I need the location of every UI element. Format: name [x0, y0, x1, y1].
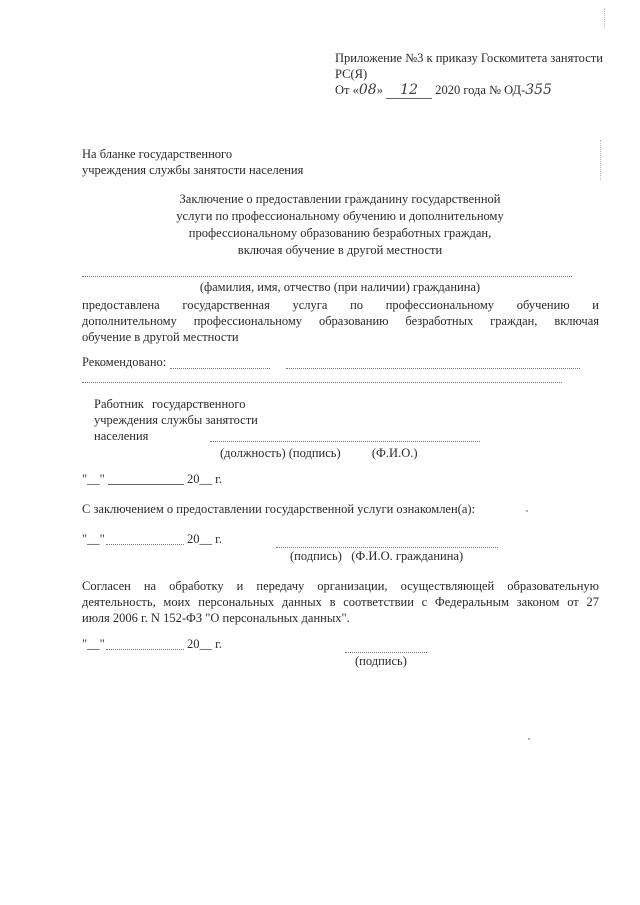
title-line3: профессиональному образованию безработных граждан, — [188, 226, 492, 240]
worker-line2: учреждения службы занятости — [94, 413, 258, 427]
scan-edge-mark — [604, 8, 606, 28]
header-quote-close: » — [376, 83, 383, 97]
date1-year-prefix: 20 — [187, 472, 200, 486]
consent-line3: июля 2006 г. N 152-ФЗ "О персональных данных". — [82, 611, 350, 625]
date1-month-line — [108, 484, 184, 485]
scan-speck — [528, 738, 530, 740]
consent-date-month-line — [106, 649, 184, 650]
worker-line3: населения — [94, 429, 149, 443]
signature-caption: (подпись) — [355, 654, 407, 668]
date1-year-suffix: __ г. — [199, 472, 222, 486]
provided-line3: обучение в другой местности — [82, 330, 239, 344]
header-line1: Приложение №3 к приказу Госкомитета занятости — [335, 51, 603, 65]
provided-line2: дополнительному профессиональному образованию безработных граждан, включая — [82, 314, 599, 328]
fio-caption: (фамилия, имя, отчество (при наличии) гражданина) — [199, 280, 481, 294]
header-month-field — [386, 82, 432, 99]
date1-quote: "__" — [82, 472, 105, 486]
acq-date-month-line — [106, 544, 184, 545]
scan-edge-mark — [600, 140, 602, 180]
recommended-field-line-2 — [82, 382, 562, 383]
header-line2: РС(Я) — [335, 67, 368, 81]
blank-line2: учреждения службы занятости населения — [82, 163, 304, 177]
worker-caption: (должность) (подпись) (Ф.И.О.) — [220, 446, 418, 460]
header-order-line — [335, 82, 552, 99]
header-number-handwritten: 355 — [525, 82, 552, 98]
acq-date-quote: "__" — [82, 532, 105, 546]
scan-speck — [526, 510, 528, 512]
header-from-prefix: От « — [335, 83, 359, 97]
header-year-part: 2020 года № ОД- — [435, 83, 526, 97]
title-line2: услуги по профессиональному обучению и дополнительному — [176, 209, 504, 223]
consent-date-quote: "__" — [82, 637, 105, 651]
recommended-field-line-a — [170, 368, 270, 369]
fio-field-line — [82, 276, 572, 277]
worker-signature-line — [210, 441, 480, 442]
consent-line1: Согласен на обработку и передачу организации, осуществляющей образовательную — [82, 579, 599, 593]
consent-line2: деятельность, моих персональных данных в соответствии с Федеральным законом от 27 — [82, 595, 599, 609]
recommended-field-line-b — [286, 368, 580, 369]
recommended-label: Рекомендовано: — [82, 355, 167, 369]
acq-caption: (подпись) (Ф.И.О. гражданина) — [290, 549, 464, 563]
consent-date-year: 20__ г. — [187, 637, 222, 651]
acquainted-text: С заключением о предоставлении государственной услуги ознакомлен(а): — [82, 502, 476, 516]
title-line1: Заключение о предоставлении гражданину государственной — [179, 192, 501, 206]
provided-line1: предоставлена государственная услуга по профессиональному обучению и — [82, 298, 599, 312]
blank-line1: На бланке государственного — [82, 147, 233, 161]
header-day-handwritten: 08 — [358, 82, 377, 98]
acq-date-year: 20__ г. — [187, 532, 222, 546]
header-month-handwritten: 12 — [400, 82, 418, 98]
date1-year — [187, 471, 222, 487]
title-line4: включая обучение в другой местности — [237, 243, 443, 257]
worker-line1: Работник государственного — [94, 397, 246, 411]
